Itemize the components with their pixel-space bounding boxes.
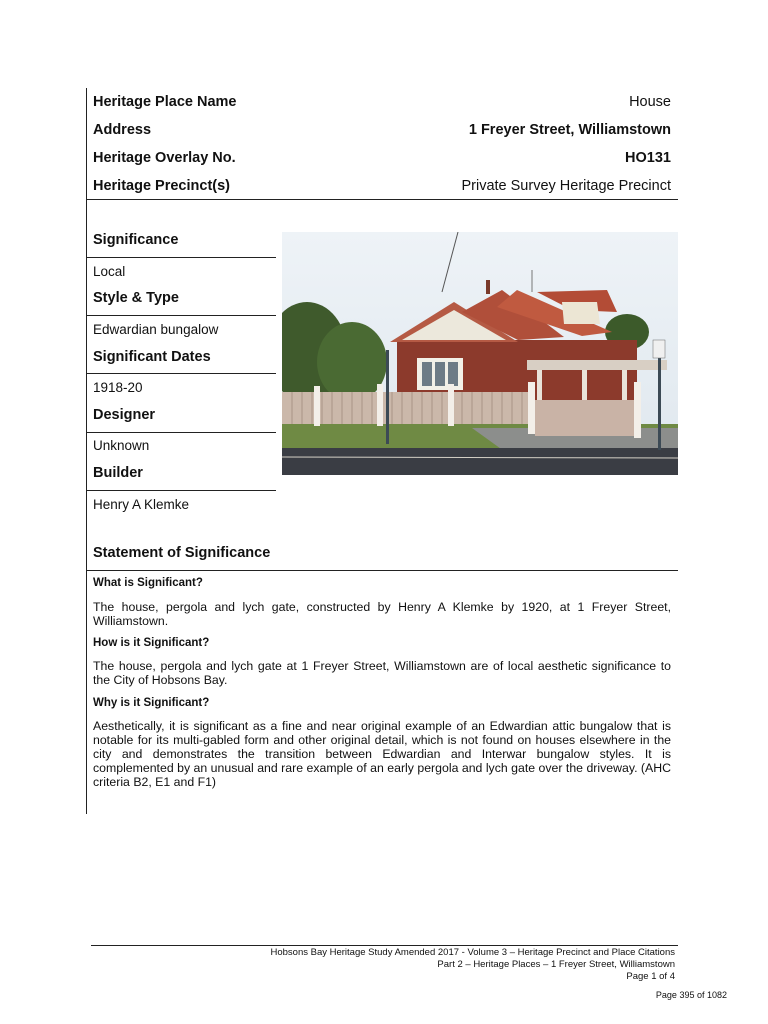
- style-type-value: Edwardian bungalow: [93, 322, 219, 337]
- heritage-precinct-row: [93, 178, 671, 200]
- significance-value: Local: [93, 264, 126, 279]
- heritage-overlay-value: HO131: [625, 150, 671, 166]
- heritage-place-name-row: [93, 94, 671, 116]
- address-value: 1 Freyer Street, Williamstown: [468, 122, 671, 138]
- house-photo: [282, 232, 678, 475]
- why-significant-text: Aesthetically, it is significant as a fine and near original example of an Edwardian attic bungalow that is notable for its multi-gabled form and other original detail, which is not found on houses elsewhere in the city and demonstrates the transition between Edwardian and Interwar bungalow styles. It is complemented by an unusual and rare example of an early pergola and lych gate over the driveway. (AHC criteria B2, E1 and F1): [93, 719, 671, 789]
- builder-heading: Builder: [93, 465, 143, 481]
- designer-heading: Designer: [93, 407, 156, 423]
- statement-divider: [86, 570, 678, 571]
- page-total: Page 395 of 1082: [655, 990, 727, 1000]
- significant-dates-heading: Significant Dates: [93, 349, 211, 365]
- statement-title: Statement of Significance: [93, 545, 271, 561]
- style-type-heading: Style & Type: [93, 290, 179, 306]
- footer-line-1: Hobsons Bay Heritage Study Amended 2017 - Volume 3 – Heritage Precinct and Place Citations: [270, 947, 675, 958]
- sidebar-divider: [86, 432, 276, 433]
- significance-heading: Significance: [93, 232, 179, 248]
- footer-line-2: Part 2 – Heritage Places – 1 Freyer Street, Williamstown: [437, 959, 675, 970]
- heritage-precinct-label: Heritage Precinct(s): [93, 178, 230, 194]
- what-significant-heading: What is Significant?: [93, 577, 203, 589]
- sidebar-divider: [86, 315, 276, 316]
- address-row: [93, 122, 671, 144]
- designer-value: Unknown: [93, 438, 150, 453]
- heritage-place-name-value: House: [629, 94, 671, 110]
- sidebar-divider: [86, 257, 276, 258]
- heritage-place-name-label: Heritage Place Name: [93, 94, 237, 110]
- address-label: Address: [93, 122, 152, 138]
- how-significant-heading: How is it Significant?: [93, 637, 210, 649]
- sidebar-divider: [86, 373, 276, 374]
- why-significant-heading: Why is it Significant?: [93, 697, 210, 709]
- significant-dates-value: 1918-20: [93, 380, 143, 395]
- header-divider: [86, 199, 678, 200]
- heritage-precinct-value: Private Survey Heritage Precinct: [461, 178, 671, 194]
- footer-line-3: Page 1 of 4: [626, 971, 675, 982]
- left-margin-rule: [86, 88, 87, 814]
- heritage-overlay-label: Heritage Overlay No.: [93, 150, 236, 166]
- what-significant-text: The house, pergola and lych gate, constructed by Henry A Klemke by 1920, at 1 Freyer Street, Williamstown.: [93, 600, 671, 628]
- heritage-overlay-row: [93, 150, 671, 172]
- footer-divider: [91, 945, 678, 946]
- builder-value: Henry A Klemke: [93, 497, 190, 512]
- how-significant-text: The house, pergola and lych gate at 1 Freyer Street, Williamstown are of local aesthetic significance to the City of Hobsons Bay.: [93, 659, 671, 687]
- sidebar-divider: [86, 490, 276, 491]
